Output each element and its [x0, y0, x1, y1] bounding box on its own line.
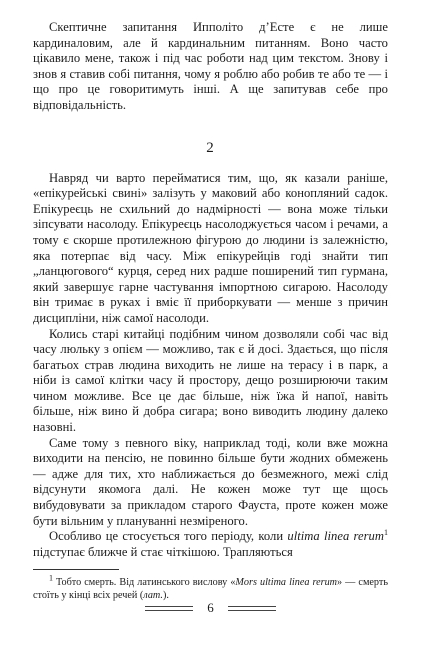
footer-rule-right — [228, 606, 276, 611]
footnote-latin: Mors ultima linea rerum — [235, 577, 338, 589]
page-footer — [0, 600, 421, 616]
ultima-text-after: підступає ближче й стає чіткішою. Трапляються — [33, 544, 293, 559]
footnote — [33, 576, 388, 602]
footnote-text-3: ). — [162, 590, 169, 602]
page-number: 6 — [207, 600, 214, 615]
footnote-mark: 1 — [49, 574, 53, 584]
footer-rule-left — [145, 606, 193, 611]
ultima-latin-phrase: ultima linea rerum — [287, 529, 384, 544]
paragraph-ultima-linea — [33, 529, 388, 560]
section-number: 2 — [206, 139, 215, 156]
paragraph-intro: Скептичне запитання Ипполіто д’Есте є не лише кардиналовим, але й кардинальним питанням. Воно часто цікавило мене, також і під час роботи над цим текстом. Знову і знов я ставив собі питання, чому я роблю або робив те або те — і що про це говоритимуть інші. А ще запитував себе про відповідальність. — [33, 20, 388, 112]
footnote-rule — [33, 569, 119, 570]
footnote-text-2: » — смерть стоїть у кінці всіх речей ( — [33, 577, 388, 602]
footnote-lang: лат. — [143, 590, 163, 602]
footnote-text-1: Тобто смерть. Від латинського вислову « — [53, 577, 236, 589]
ultima-text-before: Особливо це стосується того періоду, коли — [49, 529, 288, 544]
paragraph-age: Саме тому з певного віку, наприклад тоді, коли вже можна виходити на пенсію, не повинно більше бути жодних обмежень — адже для тих, хто наближається до безмежного, межі слід відсунути якомога далі. Не кожен може тут ще щось вибудовувати за прикладом старого Фауста, проте кожен може бути вільним у плануванні незміреного. — [33, 435, 388, 528]
footnote-ref: 1 — [383, 528, 388, 538]
paragraph-chinese: Колись старі китайці подібним чином дозволяли собі час від часу люльку з опієм — можливо, так є й досі. Здається, що після багатьох страв людина виходить не лише на терасу і в парк, а ніби із самої клітки часу й простору, дещо розширюючи таким чином можливе. Все це дає більше, ніж їжа й напої, навіть більше, ніж вино й добра сигара; воно виводить людину далеко назовні. — [33, 326, 388, 435]
paragraph-epicurean: Навряд чи варто перейматися тим, що, як казали раніше, «епікурейські свині» залізуть у маковий або конопляний садок. Епікуреєць не схильний до надмірності — вона може тільки зіпсувати насолоду. Епікуреєць насолоджується часом і речами, а тому є скорше протилежною фігурою до людини із залежністю, яка потерпає від часу. Між епікурейців годі знайти тип „ланцюгового“ курця, серед них радше поширений тип гурмана, який завершує гарне частування імпортною сигарою. Насолоду він тримає в руках і вміє її приборкувати — менше з причин дисципліни, ніж самої насолоди. — [33, 170, 388, 325]
